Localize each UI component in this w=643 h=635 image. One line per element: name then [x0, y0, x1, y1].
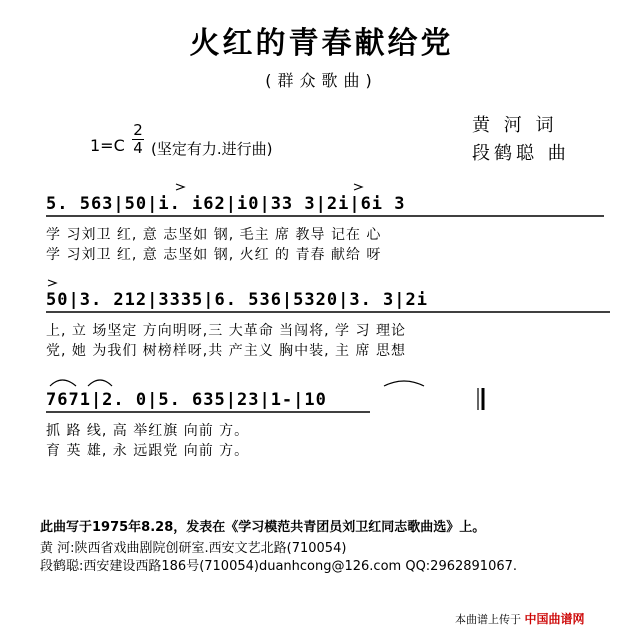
song-title: 火红的青春献给党 [189, 26, 454, 61]
accent-mark [48, 280, 56, 286]
notation-line-2: 50|3. 212|3335|6. 536|5320|3. 3|2i [46, 290, 428, 310]
lyric-line-2a: 上, 立 场坚定 方向明呀,三 大革命 当闯将, 学 习 理论 [46, 323, 406, 339]
upload-source [455, 610, 585, 627]
composer-credit: 段鹤聪 曲 [472, 143, 570, 164]
lyric-line-3a: 抓 路 线, 高 举红旗 向前 方。 [46, 423, 250, 439]
tie-mark [384, 381, 424, 386]
notation-line-1: 5. 563|50|i. i62|i0|33 3|2i|6i 3 [46, 194, 406, 214]
site-logo[interactable]: 中国曲谱网 [524, 612, 585, 626]
tempo-marking: (坚定有力.进行曲) [151, 140, 273, 158]
notation-line-3: 7671|2. 0|5. 635|23|1-|10 [46, 390, 327, 410]
lyric-line-2b: 党, 她 为我们 树榜样呀,共 产主义 胸中装, 主 席 思想 [46, 343, 406, 359]
lyric-line-1a: 学 习刘卫 红, 意 志坚如 钢, 毛主 席 教导 记在 心 [46, 227, 382, 243]
lyric-line-1b: 学 习刘卫 红, 意 志坚如 钢, 火红 的 青春 献给 呀 [46, 247, 382, 263]
address-lyricist: 黄 河:陕西省戏曲剧院创研室.西安文艺北路(710054) [40, 541, 347, 556]
song-subtitle: (群众歌曲) [265, 71, 378, 90]
accent-mark [176, 184, 184, 190]
key-signature: 1=C [90, 136, 125, 155]
lyricist-credit: 黄 河 词 [472, 115, 558, 136]
meter-numerator: 2 [133, 121, 143, 139]
slur-mark [88, 380, 112, 386]
upload-label: 本曲谱上传于 [455, 613, 521, 626]
meter-denominator: 4 [133, 139, 143, 157]
address-composer: 段鹤聪:西安建设西路186号(710054)duanhcong@126.com QQ:2962891067. [40, 559, 518, 574]
accent-mark [354, 184, 362, 190]
lyric-line-3b: 育 英 雄, 永 远跟党 向前 方。 [46, 443, 250, 459]
contact-addresses [40, 540, 517, 576]
publication-note: 此曲写于1975年8.28，发表在《学习模范共青团员刘卫红同志歌曲选》上。 [40, 520, 486, 535]
slur-mark [50, 380, 76, 386]
